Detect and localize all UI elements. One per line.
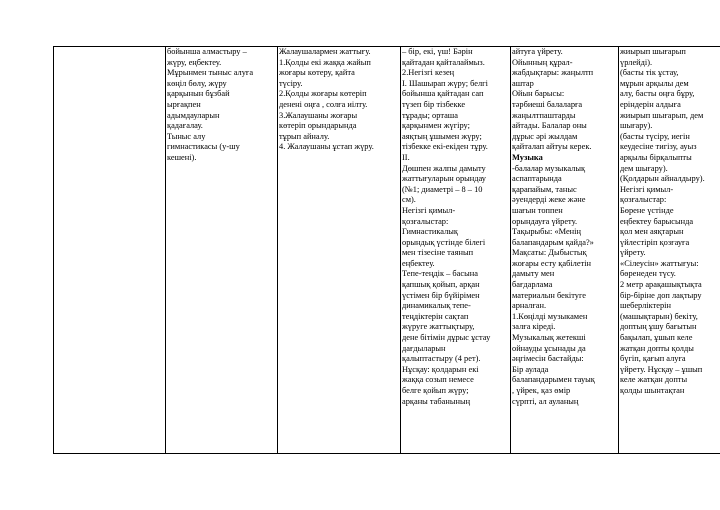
cell-text-line: Жалаушалармен жаттығу. — [279, 47, 371, 56]
cell-text-line: түсіру. — [279, 78, 303, 88]
cell-text-line: балапандарым қайда?» — [512, 237, 594, 247]
cell-text-line: түзеп бір тізбекке — [402, 99, 466, 109]
cell-text-line: (басты түсіру, иегін — [620, 131, 690, 141]
cell-text-line: Тепе-теңдік – басына — [402, 269, 478, 279]
cell-text-line: Нұсқау: қолдарын екі — [402, 364, 479, 374]
cell-text-line: Гимнастикалық — [402, 227, 458, 237]
cell-text-line: жиырып шығарып, дем — [620, 110, 704, 120]
column-6-cell — [619, 47, 720, 454]
cell-text-line: Музыка — [512, 152, 543, 162]
column-4-cell — [401, 47, 511, 454]
cell-text-line: 2.Қолды жоғары көтеріп — [279, 89, 367, 99]
cell-text-line: қайтадан қайталаймыз. — [402, 57, 485, 67]
cell-text-line: ойнауды ұсынады да — [512, 343, 586, 353]
cell-text-line: 1.Көңілді музыкамен — [512, 311, 588, 321]
cell-text-line: 4. Жалаушаны ұстап жүру. — [279, 142, 374, 152]
cell-text-line: қарқынмен жүгіру; — [402, 121, 470, 131]
cell-text-line: см). — [402, 195, 416, 205]
cell-text-line: қарапайым, таныс — [512, 184, 577, 194]
cell-text-line: динамикалық тепе- — [402, 301, 471, 311]
cell-text-line: Мұрынмен тыныс алуға — [167, 68, 254, 78]
cell-text-line: 1.Қолды екі жаққа жайып — [279, 57, 371, 67]
cell-text-line: денені оңға , солға иілту. — [279, 99, 368, 109]
cell-text-line: арқылы бірқалыпты — [620, 152, 692, 162]
cell-text-line: теңдіктерін сақтап — [402, 311, 469, 321]
cell-text-line: 3.Жалаушаны жоғары — [279, 110, 358, 120]
cell-text-line: қапшық қойып, арқан — [402, 280, 480, 290]
cell-text-line: еңбектеу. — [402, 258, 435, 268]
cell-text-line: шеберліктерін — [620, 301, 671, 311]
column-5-cell — [511, 47, 619, 454]
cell-text-line: І. Шашырап жүру; белгі — [402, 78, 488, 88]
cell-text-line: жоғары есту қабілетін — [512, 258, 592, 268]
cell-text-line: бір-біріне доп лақтыру — [620, 290, 702, 300]
cell-text-line: жиырып шығарып — [620, 47, 686, 56]
cell-text-line: жаңылтпаштарды — [512, 110, 576, 120]
cell-text-line: қарқынын бұзбай — [167, 89, 230, 99]
cell-text-line: аштар — [512, 78, 534, 88]
cell-text-line: еріндерін алдыға — [620, 99, 681, 109]
cell-text-line: дағдыларын — [402, 343, 446, 353]
cell-text-line: тұрып айналу. — [279, 131, 330, 141]
cell-text-line: тұрады; орташа — [402, 110, 458, 120]
cell-text-line: Мақсаты: Дыбыстық — [512, 248, 587, 258]
cell-text-line: дамыту мен — [512, 269, 555, 279]
cell-text-line: жүруге жаттықтыру, — [402, 322, 475, 332]
cell-text-line: Негізгі қимыл- — [402, 205, 456, 215]
table-row — [54, 47, 720, 454]
cell-text-line: -балалар музыкалық — [512, 163, 586, 173]
cell-text-line: айтады. Балалар оны — [512, 121, 587, 131]
cell-text-line: үрлейді). — [620, 57, 653, 67]
cell-text-line: ырғақпен — [167, 99, 201, 109]
cell-text-line: тәрбиеші балаларға — [512, 99, 583, 109]
cell-text-line: 2.Негізгі кезең — [402, 68, 455, 78]
cell-text-line: үйрету. — [620, 248, 646, 258]
cell-text-line: сүрпті, ал ауланың — [512, 396, 579, 406]
cell-text-line: бүгіп, қағып алуға — [620, 354, 686, 364]
cell-text-line: залға кіреді. — [512, 322, 556, 332]
cell-text-line: қолды шынтақтан — [620, 386, 685, 395]
cell-text-line: келе жатқан допты — [620, 375, 688, 385]
cell-text-line: орындық үстінде білегі — [402, 237, 486, 247]
cell-text-line: бөренеден түсу. — [620, 269, 676, 279]
cell-text-line: кеудесіне тигізу, ауыз — [620, 142, 697, 152]
cell-text-line: қадағалау. — [167, 121, 203, 131]
cell-text-line: жоғары көтеру, қайта — [279, 68, 355, 78]
cell-text-line: қозғалыстар: — [620, 195, 667, 205]
column-2-cell — [166, 47, 278, 454]
cell-text-line: ІІ. — [402, 152, 410, 162]
cell-text-line: әуендерді жеке және — [512, 195, 586, 205]
cell-text-line: алу, басты оңға бұру, — [620, 89, 695, 99]
cell-text-line: үйлестіріп қозғауға — [620, 237, 690, 247]
cell-text-line: балапандарымен тауық — [512, 375, 595, 385]
cell-text-line: әңгімесін бастайды: — [512, 354, 584, 364]
cell-text-line: қол мен аяқтарын — [620, 227, 684, 237]
cell-text-line: кешені). — [167, 152, 197, 162]
cell-text-line: тізбекке екі-екіден тұру. — [402, 142, 488, 152]
cell-text-line: доптың ұшу бағытын — [620, 322, 697, 332]
cell-text-line: орындауға үйрету. — [512, 216, 578, 226]
cell-text-line: бойынша алмастыру – — [167, 47, 247, 56]
cell-text-line: Бір аулада — [512, 364, 549, 374]
cell-text-line: мұрын арқылы дем — [620, 78, 689, 88]
cell-text-line: еңбектеу барысында — [620, 216, 694, 226]
cell-text-line: жүру, еңбектеу. — [167, 57, 222, 67]
cell-text-line: – бір, екі, үш! Бәрін — [402, 47, 473, 56]
cell-text-line: (басты тік ұстау, — [620, 68, 679, 78]
cell-text-line: мен тізесіне таянып — [402, 248, 474, 258]
cell-text-line: 2 метр арақашықтықта — [620, 280, 702, 290]
cell-text-line: арқаны табанының — [402, 396, 471, 406]
cell-text-line: «Сілеусін» жаттығуы: — [620, 258, 699, 268]
cell-text-line: Тыныс алу — [167, 131, 206, 141]
cell-text-line: жабдықтары: жаңылтп — [512, 68, 594, 78]
cell-text-line: бақылап, ұшып келе — [620, 333, 693, 343]
cell-text-line: аяқтың ұшымен жүру; — [402, 131, 482, 141]
cell-text-line: үйрету. Нұсқау – ұшып — [620, 364, 703, 374]
cell-text-line: Музыкалық жетекші — [512, 333, 586, 343]
cell-text-line: шағын топпен — [512, 205, 563, 215]
cell-text-line: айтуға үйрету. — [512, 47, 563, 56]
cell-text-line: аспаптарында — [512, 174, 562, 184]
column-3-cell — [278, 47, 401, 454]
cell-text-line: жаттығуларын орындау — [402, 174, 486, 184]
cell-text-line: , үйрек, қаз өмір — [512, 386, 571, 395]
cell-text-line: (№1; диаметрі – 8 – 10 — [402, 184, 483, 194]
cell-text-line: Негізгі қимыл- — [620, 184, 674, 194]
column-1-cell — [54, 47, 166, 454]
cell-text-line: дем шығару). — [620, 163, 668, 173]
cell-text-line: көңіл бөлу, жүру — [167, 78, 227, 88]
cell-text-line: Ойын барысы: — [512, 89, 565, 99]
cell-text-line: арналған. — [512, 301, 547, 311]
cell-text-line: материалын бекітуге — [512, 290, 587, 300]
cell-text-line: көтеріп орындарында — [279, 121, 357, 131]
cell-text-line: (машықтарын) бекіту, — [620, 311, 698, 321]
cell-text-line: адымдауларын — [167, 110, 220, 120]
cell-text-line: қозғалыстар: — [402, 216, 449, 226]
cell-text-line: Бөрене үстінде — [620, 205, 674, 215]
cell-text-line: жатқан допты қолды — [620, 343, 694, 353]
cell-text-line: жаққа созып немесе — [402, 375, 474, 385]
cell-text-line: Ойынның құрал- — [512, 57, 573, 67]
cell-text-line: бойынша қайтадан сап — [402, 89, 484, 99]
cell-text-line: Дөшпен жалпы дамыту — [402, 163, 486, 173]
cell-text-line: үстімен бір бүйірімен — [402, 290, 480, 300]
cell-text-line: (Қолдарын айналдыру). — [620, 174, 705, 184]
cell-text-line: дұрыс әрі жылдам — [512, 131, 578, 141]
cell-text-line: қайталап айтуы керек. — [512, 142, 592, 152]
cell-text-line: гимнастикасы (у-шу — [167, 142, 240, 152]
lesson-plan-table — [53, 46, 720, 454]
cell-text-line: қалыптастыру (4 рет). — [402, 354, 481, 364]
cell-text-line: белге қойып жүру; — [402, 386, 469, 395]
cell-text-line: шығару). — [620, 121, 653, 131]
cell-text-line: бағдарлама — [512, 280, 553, 290]
cell-text-line: Тақырыбы: «Менің — [512, 227, 581, 237]
cell-text-line: дене бітімін дұрыс ұстау — [402, 333, 491, 343]
